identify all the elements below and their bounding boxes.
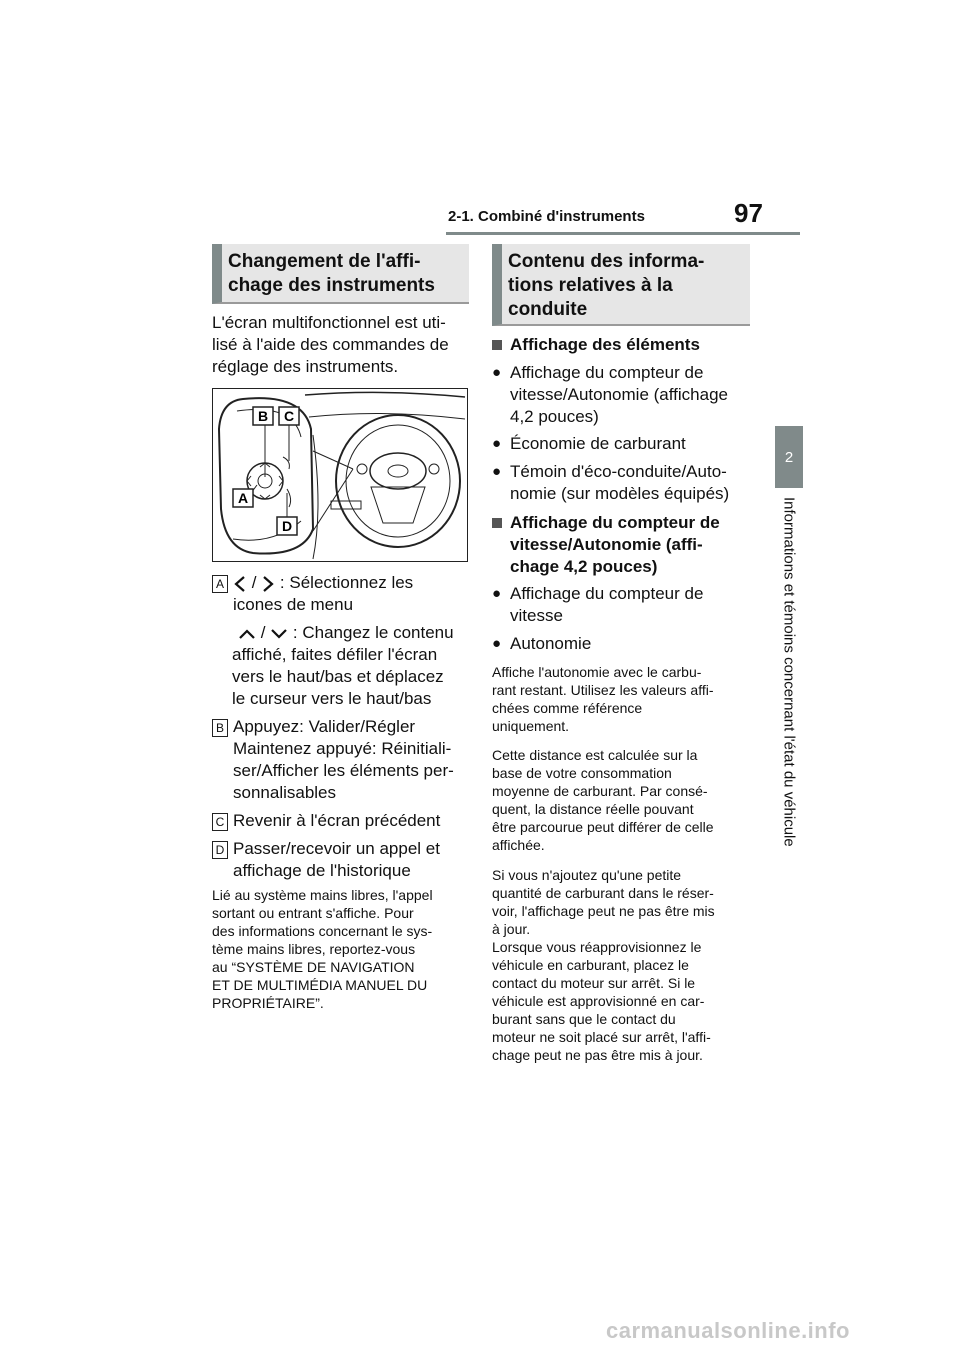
list-item [492, 433, 686, 455]
para-line: véhicule en carburant, placez le [492, 957, 689, 973]
left-heading-line: Changement de l'affi- [228, 251, 421, 272]
steering-wheel-illustration [212, 388, 468, 562]
subheading-line: Affichage du compteur de [510, 513, 720, 532]
chevron-down-icon [270, 628, 288, 640]
intro-line: réglage des instruments. [212, 357, 399, 376]
item-d [215, 838, 440, 882]
para-line: Affiche l'autonomie avec le carbu- [492, 664, 702, 680]
para-line: quent, la distance réelle pouvant [492, 801, 694, 817]
subheading-text: Affichage des éléments [510, 335, 700, 354]
item-a [215, 572, 414, 616]
intro-line: L'écran multifonctionnel est uti- [212, 313, 446, 332]
list-line: 4,2 pouces) [510, 407, 599, 426]
slash: / [260, 623, 266, 642]
note-line: ET DE MULTIMÉDIA MANUEL DU [212, 977, 428, 993]
para-line: être parcourue peut différer de celle [492, 819, 714, 835]
item-line: Maintenez appuyé: Réinitiali- [233, 739, 452, 758]
watermark: carmanualsonline.info [606, 1318, 850, 1343]
figure-label-c: C [283, 408, 295, 424]
para-line: Si vous n'ajoutez qu'une petite [492, 867, 682, 883]
page-number: 97 [734, 198, 763, 228]
subheading-line: vitesse/Autonomie (affi- [510, 535, 703, 554]
para-line: moyenne de carburant. Par consé- [492, 783, 708, 799]
chapter-side-label [778, 497, 800, 892]
label-box-c: C [212, 813, 228, 831]
left-note [212, 886, 433, 1012]
label-box-a: A [212, 575, 228, 593]
subheading-display-items [510, 334, 700, 356]
list-line: vitesse/Autonomie (affichage [510, 385, 728, 404]
note-line: PROPRIÉTAIRE”. [212, 995, 324, 1011]
right-heading [492, 244, 750, 326]
section-title: 2-1. Combiné d'instruments [448, 208, 645, 225]
figure-label-d: D [281, 518, 293, 534]
item-line: ser/Afficher les éléments per- [233, 761, 454, 780]
para-line: base de votre consommation [492, 765, 672, 781]
chapter-tab [775, 426, 803, 488]
chevron-up-icon [238, 628, 256, 640]
intro-line: lisé à l'aide des commandes de [212, 335, 449, 354]
steering-wheel-drawing [213, 389, 467, 561]
item-line: Appuyez: Valider/Régler [233, 717, 416, 736]
item-line: vers le haut/bas et déplacez [232, 667, 444, 686]
item-line: sonnalisables [233, 783, 337, 802]
para-line: à jour. [492, 921, 531, 937]
item-a-2 [232, 622, 454, 710]
item-line: le curseur vers le haut/bas [232, 689, 432, 708]
item-line: : Changez le contenu [288, 623, 454, 642]
chapter-number: 2 [784, 448, 794, 466]
chevron-left-icon [233, 575, 247, 593]
paragraph [492, 663, 714, 735]
bullet-icon: ● [492, 463, 502, 480]
list-item [492, 362, 728, 428]
para-line: affichée. [492, 837, 545, 853]
list-line: Affichage du compteur de [510, 584, 704, 603]
square-bullet-icon [492, 518, 502, 528]
slash: / [251, 573, 257, 592]
left-heading [212, 244, 469, 304]
paragraph [492, 866, 715, 1064]
chevron-right-icon [261, 575, 275, 593]
note-line: tème mains libres, reportez-vous [212, 941, 416, 957]
para-line: véhicule est approvisionné en car- [492, 993, 705, 1009]
square-bullet-icon [492, 340, 502, 350]
item-c [215, 810, 441, 832]
right-heading-line: Contenu des informa- [508, 251, 705, 272]
item-line: Passer/recevoir un appel et [233, 839, 440, 858]
bullet-icon: ● [492, 364, 502, 381]
list-line: nomie (sur modèles équipés) [510, 484, 730, 503]
para-line: quantité de carburant dans le réser- [492, 885, 714, 901]
list-line: Affichage du compteur de [510, 363, 704, 382]
para-line: burant sans que le contact du [492, 1011, 676, 1027]
chapter-title: Informations et témoins concernant l'état du véhicule [780, 497, 798, 847]
item-line: affiché, faites défiler l'écran [232, 645, 438, 664]
left-heading-line: chage des instruments [228, 275, 435, 296]
list-line: Témoin d'éco-conduite/Auto- [510, 462, 727, 481]
header-rule [446, 232, 800, 235]
para-line: voir, l'affichage peut ne pas être mis [492, 903, 715, 919]
right-heading-line: tions relatives à la [508, 275, 673, 296]
para-line: chage peut ne pas être mis à jour. [492, 1047, 703, 1063]
item-line: affichage de l'historique [233, 861, 411, 880]
list-item [492, 461, 730, 505]
item-line: icones de menu [233, 595, 354, 614]
item-line: : Sélectionnez les [275, 573, 414, 592]
para-line: Cette distance est calculée sur la [492, 747, 698, 763]
para-line: uniquement. [492, 718, 570, 734]
figure-label-a: A [237, 490, 249, 506]
note-line: Lié au système mains libres, l'appel [212, 887, 433, 903]
bullet-icon: ● [492, 435, 502, 452]
left-intro [212, 312, 472, 378]
right-heading-line: conduite [508, 299, 588, 320]
item-b [215, 716, 454, 804]
list-line: Économie de carburant [510, 434, 686, 453]
para-line: chées comme référence [492, 700, 643, 716]
bullet-icon: ● [492, 585, 502, 602]
list-line: Autonomie [510, 634, 592, 653]
note-line: des informations concernant le sys- [212, 923, 433, 939]
para-line: Lorsque vous réapprovisionnez le [492, 939, 702, 955]
list-line: vitesse [510, 606, 563, 625]
note-line: sortant ou entrant s'affiche. Pour [212, 905, 414, 921]
para-line: moteur ne soit placé sur arrêt, l'affi- [492, 1029, 711, 1045]
label-box-d: D [212, 841, 228, 859]
para-line: rant restant. Utilisez les valeurs affi- [492, 682, 714, 698]
bullet-icon: ● [492, 635, 502, 652]
label-box-b: B [212, 719, 228, 737]
paragraph [492, 746, 714, 854]
list-item [492, 583, 704, 627]
item-line: Revenir à l'écran précédent [233, 811, 441, 830]
note-line: au “SYSTÈME DE NAVIGATION [212, 959, 415, 975]
figure-label-b: B [257, 408, 269, 424]
subheading-line: chage 4,2 pouces) [510, 557, 658, 576]
para-line: contact du moteur sur arrêt. Si le [492, 975, 696, 991]
list-item [492, 633, 592, 655]
subheading-speedometer [510, 512, 720, 578]
